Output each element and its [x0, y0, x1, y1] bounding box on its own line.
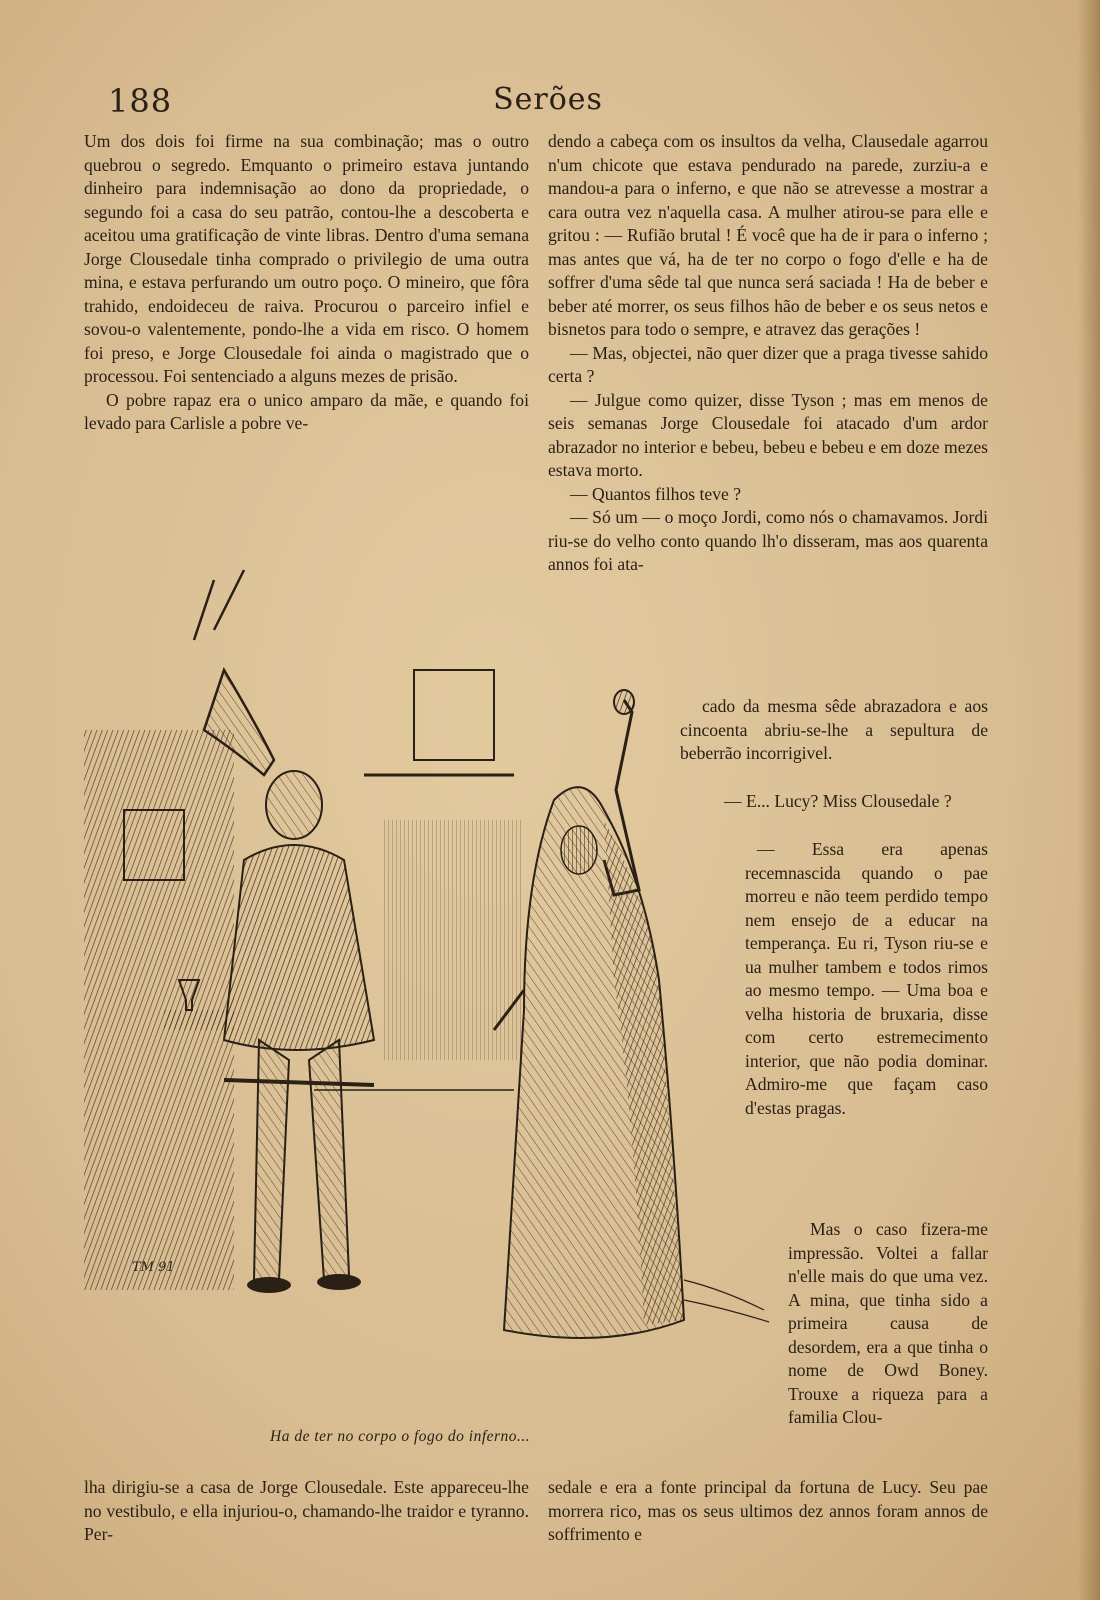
right-column-top	[548, 130, 988, 577]
left-column-top	[84, 130, 529, 436]
paragraph: — Só um — o moço Jordi, como nós o chamavamos. Jordi riu-se do velho conto quando lh'o disseram, mas aos quarenta annos foi ata-	[548, 507, 988, 574]
paragraph: — Essa era apenas recemnascida quando o pae morreu e não teem perdido tempo nem ensejo de a educar na temperança. Eu ri, Tyson riu-se e ua mulher tambem e todos rimos ao mesmo tempo. — Uma boa e velha historia de bruxaria, disse com certo estremecimento interior, que não podia dominar. Admiro-me que façam caso d'estas pragas.	[745, 839, 988, 1118]
artist-signature: TM 91	[132, 1260, 175, 1275]
paragraph: — Quantos filhos teve ?	[570, 483, 742, 504]
paragraph: lha dirigiu-se a casa de Jorge Clousedale. Este appareceu-lhe no vestibulo, e ella injuriou-o, chamando-lhe traidor e tyranno. Per-	[84, 1477, 529, 1544]
paragraph: Mas o caso fizera-me impressão. Voltei a fallar n'elle mais do que uma vez. A mina, que tinha sido a primeira causa de desordem, era a que tinha o nome de Owd Boney. Trouxe a riqueza para a familia Clou-	[788, 1219, 988, 1427]
right-column-wrap-3	[745, 838, 988, 1120]
paragraph: dendo a cabeça com os insultos da velha, Clausedale agarrou n'um chicote que estava pendurado na parede, zurziu-a e mandou-a para o inferno, e que não se atrevesse a mostrar a cara outra vez n'aquella casa. A mulher atirou-se para elle e gritou : — Rufião brutal ! É você que ha de ir para o inferno ; mas antes que vá, ha de ter no corpo o fogo d'elle e ha de soffrer d'uma sêde tal que nunca será saciada ! Ha de beber e beber até morrer, os seus filhos hão de beber e os seus netos e bisnetos para todo o sempre, e atravez das gerações !	[548, 131, 988, 339]
paragraph: Um dos dois foi firme na sua combinação; mas o outro quebrou o segredo. Emquanto o primeiro estava juntando dinheiro para indemnisação ao dono da propriedade, o segundo foi a casa do seu patrão, contou-lhe a descoberta e aceitou uma gratificação de vinte libras. Dentro d'uma semana Jorge Clousedale tinha comprado o privilegio de uma outra mina, e estava perfurando um outro poço. O mineiro, que fôra trahido, endoideceu de raiva. Procurou o parceiro infiel e sovou-o valentemente, pondo-lhe a vida em risco. O homem foi preso, e Jorge Clousedale foi ainda o magistrado que o processou. Foi sentenciado a alguns mezes de prisão.	[84, 131, 529, 386]
bottom-right-text	[548, 1476, 988, 1547]
paragraph: cado da mesma sêde abrazadora e aos cincoenta abriu-se-lhe a sepultura de beberrão incorrigivel.	[680, 696, 988, 763]
illustration-caption: Ha de ter no corpo o fogo do inferno...	[270, 1428, 531, 1445]
paragraph: — Mas, objectei, não quer dizer que a praga tivesse sahido certa ?	[548, 342, 988, 386]
witch-curse-illustration	[84, 560, 774, 1420]
engraving-illustration	[84, 560, 774, 1420]
bottom-left-text	[84, 1476, 529, 1547]
page-header	[108, 82, 988, 122]
page-number: 188	[108, 82, 173, 120]
paragraph: — E... Lucy? Miss Clousedale ?	[724, 791, 952, 811]
page-edge-shadow	[1078, 0, 1100, 1600]
right-column-wrap-4	[788, 1218, 988, 1430]
paragraph: O pobre rapaz era o unico amparo da mãe, e quando foi levado para Carlisle a pobre ve-	[84, 389, 529, 433]
paragraph: sedale e era a fonte principal da fortuna de Lucy. Seu pae morrera rico, mas os seus ultimos dez annos foram annos de soffrimento e	[548, 1477, 988, 1544]
running-title: Serões	[493, 82, 603, 117]
paragraph: — Julgue como quizer, disse Tyson ; mas em menos de seis semanas Jorge Clousedale foi atacado d'um ardor abrazador no interior e bebeu, bebeu e bebeu e em doze mezes estava morto.	[548, 389, 988, 480]
